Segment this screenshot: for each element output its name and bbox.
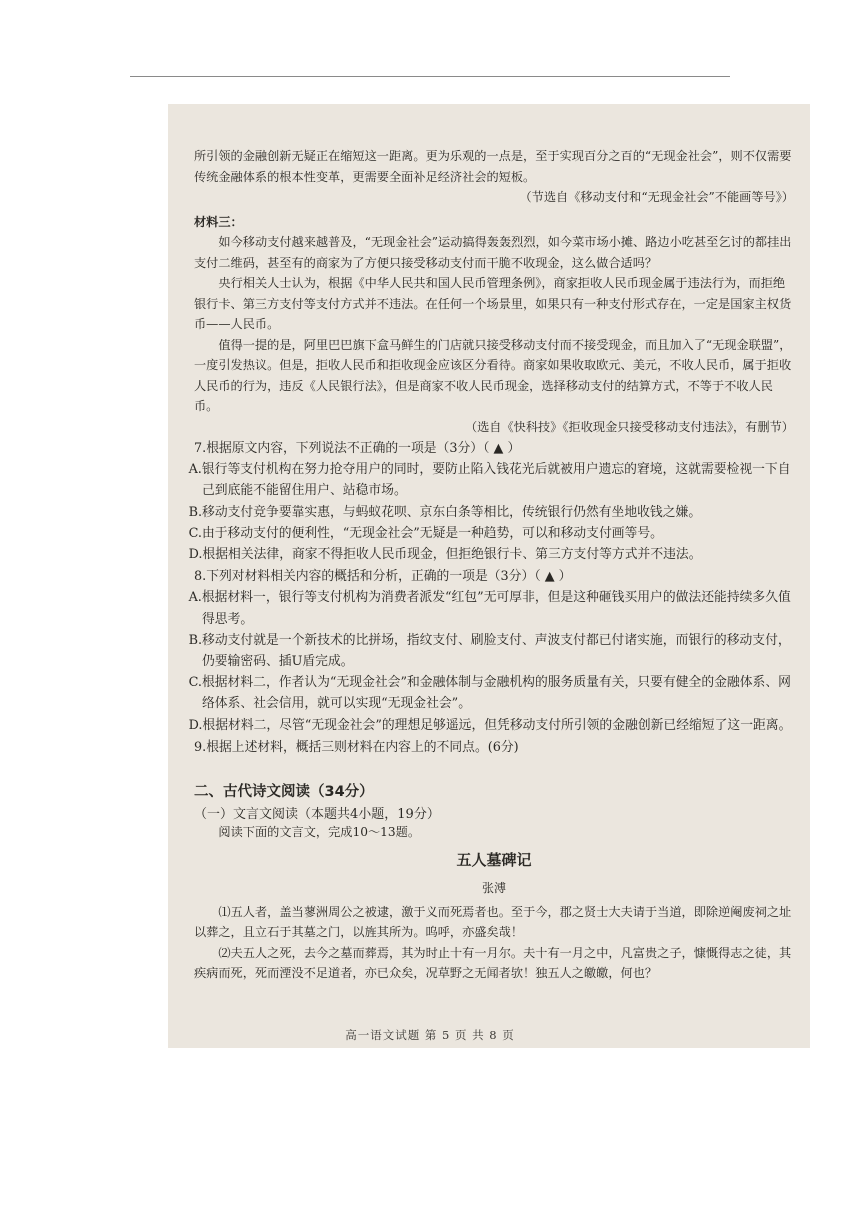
material2-source: （节选自《移动支付和“无现金社会”不能画等号》）: [519, 190, 794, 204]
question-stem: 8.下列对材料相关内容的概括和分析，正确的一项是（3分）（ ▲ ）: [194, 569, 572, 585]
material3-source: （选自《快科技》《拒收现金只接受移动支付违法》，有删节）: [464, 419, 794, 434]
page-footer: 高一语文试题 第 5 页 共 8 页: [345, 1028, 515, 1042]
question-option: B.移动支付竞争要靠实惠，与蚂蚁花呗、京东白条等相比，传统银行仍然有坐地收钱之嫌。: [188, 504, 702, 520]
material3-paragraph: 如今移动支付越来越普及，“无现金社会”运动搞得轰轰烈烈，如今菜市场小摊、路边小吃甚至乞讨的都挂出支付二维码，甚至有的商家为了方便只接受移动支付而干脆不收现金，这么做合适吗？: [194, 235, 792, 270]
question-option: B.移动支付就是一个新技术的比拼场，指纹支付、刷脸支付、声波支付都已付诸实施，而银行的移动支付，仍要输密码、插U盾完成。: [188, 632, 791, 670]
question-option: C.由于移动支付的便利性，“无现金社会”无疑是一种趋势，可以和移动支付画等号。: [188, 525, 663, 541]
question-option: A.根据材料一，银行等支付机构为消费者派发“红包”无可厚非，但是这种砸钱买用户的做法还能持续多久值得思考。: [188, 590, 791, 627]
passage-author: 张溥: [481, 880, 506, 895]
question-stem: 7.根据原文内容，下列说法不正确的一项是（3分）（ ▲ ）: [194, 441, 521, 456]
material3-paragraph: 值得一提的是，阿里巴巴旗下盒马鲜生的门店就只接受移动支付而不接受现金，而且加入了“无现金联盟”，一度引发热议。但是，拒收人民币和拒收现金应该区分看待。商家如果收取欧元、美元，不收人民币，属于拒收人民币的行为，违反《人民银行法》，但是商家不收人民币现金，选择移动支付的结算方式，不等于不收人民币。: [194, 337, 792, 413]
question-option: A.银行等支付机构在努力抢夺用户的同时，要防止陷入钱花光后就被用户遗忘的窘境，这就需要检视一下自己到底能不能留住用户、站稳市场。: [188, 462, 791, 499]
question-option: C.根据材料二，作者认为“无现金社会”和金融体制与金融机构的服务质量有关，只要有健全的金融体系、网络体系、社会信用，就可以实现“无现金社会”。: [188, 675, 791, 712]
question-option: D.根据材料二，尽管“无现金社会”的理想足够遥远，但凭移动支付所引领的金融创新已经缩短了这一距离。: [188, 717, 792, 733]
material3-paragraph: 央行相关人士认为，根据《中华人民共和国人民币管理条例》，商家拒收人民币现金属于违法行为，而拒绝银行卡、第三方支付等支付方式并不违法。在任何一个场景里，如果只有一种支付形式存在，一定是国家主权货币——人民币。: [194, 276, 792, 331]
section-instruction: 阅读下面的文言文，完成10～13题。: [218, 825, 421, 840]
question-option: D.根据相关法律，商家不得拒收人民币现金，但拒绝银行卡、第三方支付等方式并不违法。: [188, 547, 702, 563]
section-subheading: （一）文言文阅读（本题共4小题，19分）: [194, 807, 440, 823]
header-rule: [130, 76, 730, 77]
passage-paragraph: ⑵夫五人之死，去今之墓而葬焉，其为时止十有一月尔。夫十有一月之中，凡富贵之子，慷慨得志之徒，其疾病而死，死而湮没不足道者，亦已众矣，况草野之无闻者欤！独五人之皦皦，何也？: [194, 945, 792, 981]
material2-tail-text: 所引领的金融创新无疑正在缩短这一距离。更为乐观的一点是，至于实现百分之百的“无现金社会”，则不仅需要传统金融体系的根本性变革，更需要全面补足经济社会的短板。: [194, 149, 792, 184]
material3-heading: 材料三：: [194, 214, 243, 229]
section-heading: 二、古代诗文阅读（34分）: [194, 784, 374, 801]
passage-title: 五人墓碑记: [456, 850, 532, 869]
page-content: [188, 146, 794, 984]
question-stem: 9.根据上述材料，概括三则材料在内容上的不同点。(6分): [194, 739, 519, 755]
passage-paragraph: ⑴五人者，盖当蓼洲周公之被逮，激于义而死焉者也。至于今，郡之贤士大夫请于当道，即除逆阉废祠之址以葬之，且立石于其墓之门，以旌其所为。呜呼，亦盛矣哉！: [194, 904, 792, 940]
